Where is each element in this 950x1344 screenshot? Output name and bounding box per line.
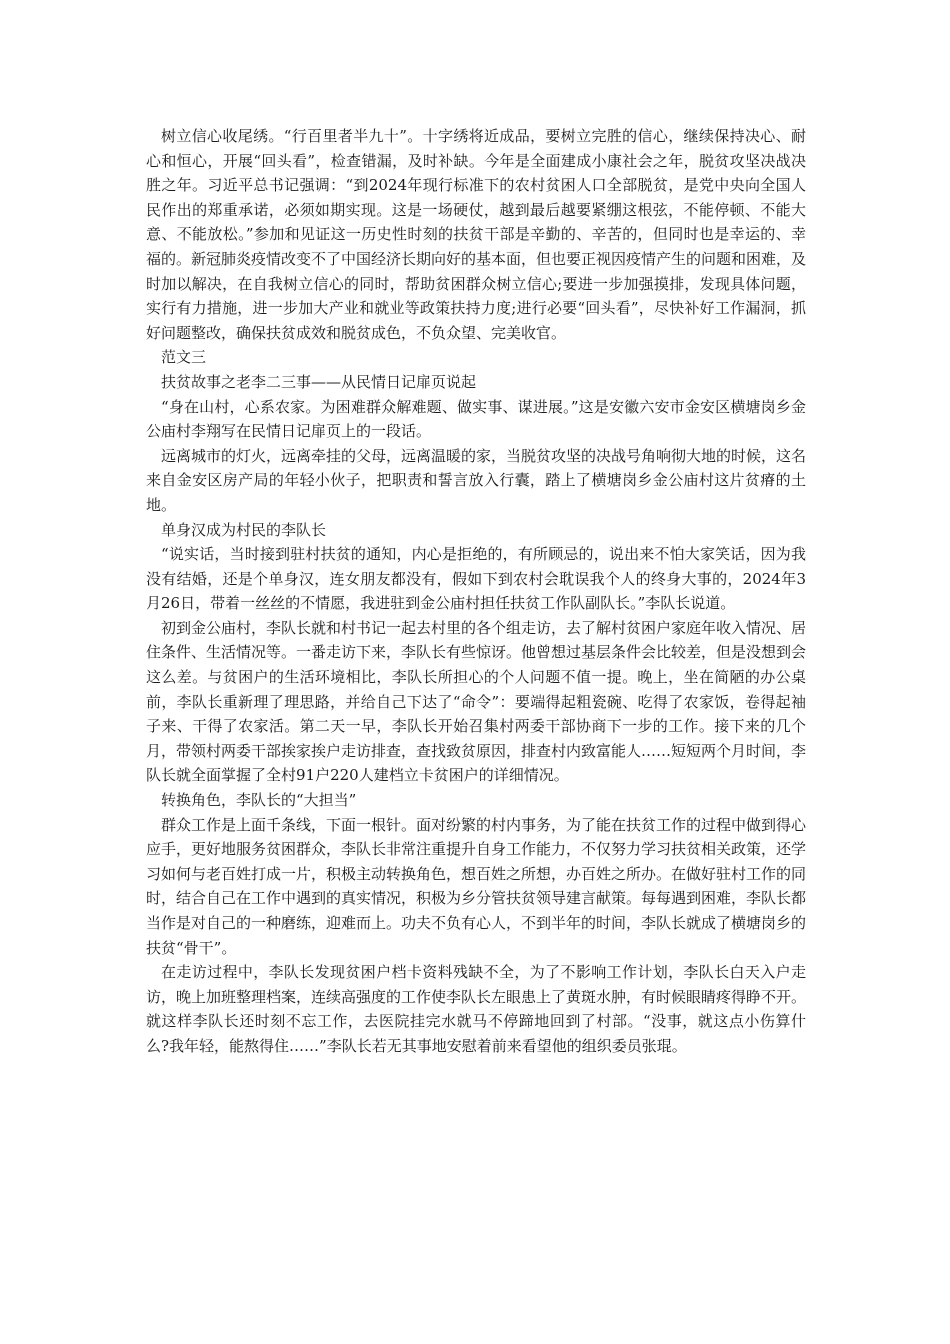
subheading-bachelor-captain: 单身汉成为村民的李队长 bbox=[161, 520, 327, 539]
paragraph-visit-process: 在走访过程中，李队长发现贫困户档卡资料残缺不全，为了不影响工作计划，李队长白天入户走访，晚上加班整理档案，连续高强度的工作使李队长左眼患上了黄斑水肿，有时候眼睛疼得睁不开。就这样李队长还时刻不忘工作，去医院挂完水就马不停蹄地回到了村部。“没事，就这点小伤算什么?我年轻，能熬得住……”李队长若无其事地安慰着前来看望他的组织委员张琨。 bbox=[146, 963, 807, 1055]
paragraph-mass-work: 群众工作是上面千条线，下面一根针。面对纷繁的村内事务，为了能在扶贫工作的过程中做到得心应手，更好地服务贫困群众，李队长非常注重提升自身工作能力，不仅努力学习扶贫相关政策，还学习如何与老百姓打成一片，积极主动转换角色，想百姓之所想，办百姓之所办。在做好驻村工作的同时，结合自己在工作中遇到的真实情况，积极为乡分管扶贫领导建言献策。每每遇到困难，李队长都当作是对自己的一种磨练，迎难而上。功夫不负有心人，不到半年的时间，李队长就成了横塘岗乡的扶贫“骨干”。 bbox=[146, 815, 807, 957]
paragraph-honest-words: “说实话，当时接到驻村扶贫的通知，内心是拒绝的，有所顾忌的，说出来不怕大家笑话，因为我没有结婚，还是个单身汉，连女朋友都没有，假如下到农村会耽误我个人的终身大事的，2024年3月26日，带着一丝丝的不情愿，我进驻到金公庙村担任扶贫工作队副队长。”李队长说道。 bbox=[146, 545, 806, 613]
article-title: 扶贫故事之老李二三事——从民情日记扉页说起 bbox=[161, 372, 477, 391]
paragraph-diary-quote: “身在山村，心系农家。为困难群众解难题、做实事、谋进展。”这是安徽六安市金安区横塘岗乡金公庙村李翔写在民情日记扉页上的一段话。 bbox=[146, 397, 806, 441]
subheading-role-change: 转换角色，李队长的“大担当” bbox=[161, 791, 357, 810]
paragraph-leaving-city: 远离城市的灯火，远离牵挂的父母，远离温暖的家，当脱贫攻坚的决战号角响彻大地的时候，这名来自金安区房产局的年轻小伙子，把职责和誓言放入行囊，踏上了横塘岗乡金公庙村这片贫瘠的土地。 bbox=[146, 446, 807, 514]
paragraph-first-visit: 初到金公庙村，李队长就和村书记一起去村里的各个组走访，去了解村贫困户家庭年收入情况、居住条件、生活情况等。一番走访下来，李队长有些惊讶。他曾想过基层条件会比较差，但是没想到会这么差。与贫困户的生活环境相比，李队长所担心的个人问题不值一提。晚上，坐在简陋的办公桌前，李队长重新理了理思路，并给自己下达了“命令”：要端得起粗瓷碗、吃得了农家饭，卷得起袖子来、干得了农家活。第二天一早，李队长开始召集村两委干部协商下一步的工作。接下来的几个月，带领村两委干部挨家挨户走访排查，查找致贫原因，排查村内致富能人……短短两个月时间，李队长就全面掌握了全村91户220人建档立卡贫困户的详细情况。 bbox=[146, 618, 807, 785]
document-body bbox=[146, 124, 806, 1059]
section-label-sample-three: 范文三 bbox=[161, 348, 207, 367]
paragraph-build-confidence: 树立信心收尾绣。“行百里者半九十”。十字绣将近成品，要树立完胜的信心，继续保持决心、耐心和恒心，开展“回头看”，检查错漏，及时补缺。今年是全面建成小康社会之年，脱贫攻坚决战决胜之年。习近平总书记强调：“到2024年现行标准下的农村贫困人口全部脱贫，是党中央向全国人民作出的郑重承诺，必须如期实现。这是一场硬仗，越到最后越要紧绷这根弦，不能停顿、不能大意、不能放松。”参加和见证这一历史性时刻的扶贫干部是辛勤的、辛苦的，但同时也是幸运的、幸福的。新冠肺炎疫情改变不了中国经济长期向好的基本面，但也要正视因疫情产生的问题和困难，及时加以解决，在自我树立信心的同时，帮助贫困群众树立信心;要进一步加强摸排，发现具体问题，实行有力措施，进一步加大产业和就业等政策扶持力度;进行必要“回头看”，尽快补好工作漏洞，抓好问题整改，确保扶贫成效和脱贫成色，不负众望、完美收官。 bbox=[146, 127, 807, 342]
